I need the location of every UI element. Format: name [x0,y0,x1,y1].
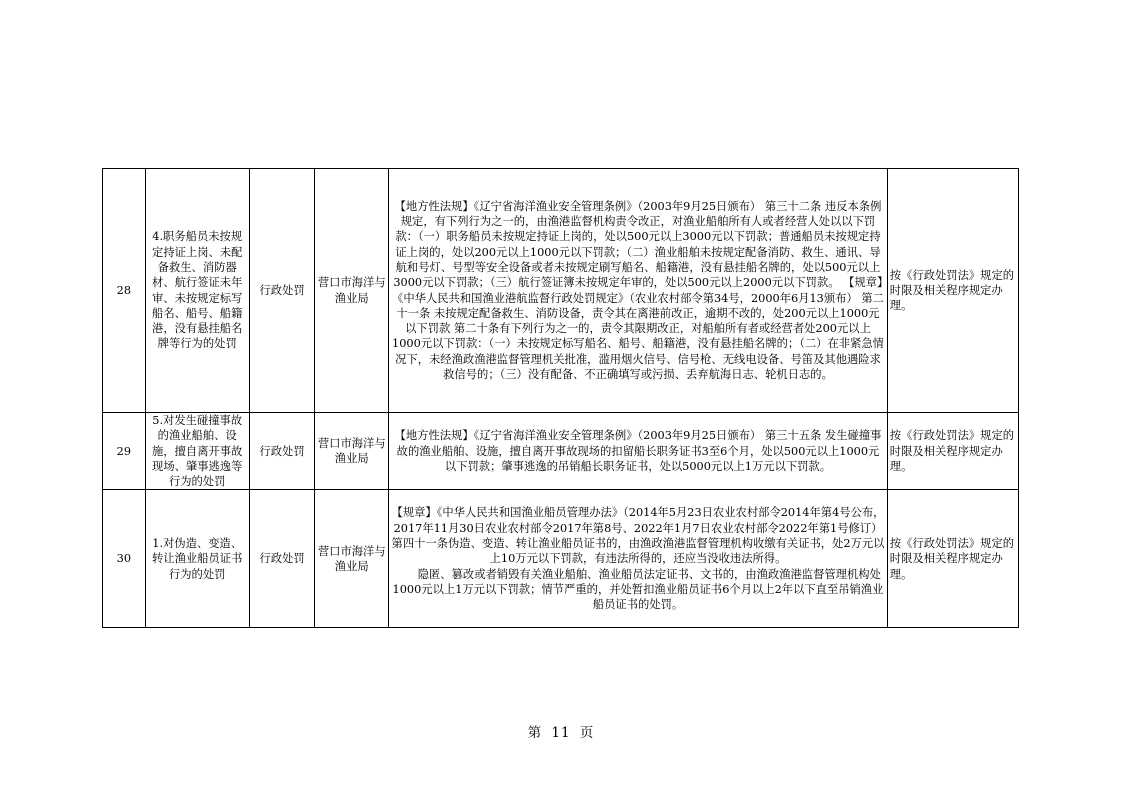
page-footer [0,721,1122,741]
penalty-item: 4.职务船员未按规定持证上岗、未配备救生、消防器材、航行签证未年审、未按规定标写船名、船号、船籍港，没有悬挂船名牌等行为的处罚 [145,169,249,413]
row-number: 29 [103,413,146,490]
legal-basis-paragraph: 【规章】《中华人民共和国渔业船员管理办法》（2014年5月23日农业农村部令2014年第4号公布，2017年11月30日农业农村部令2017年第8号、2022年1月7日农业农村部令2022年第1号修订） 第四十一条伪造、变造、转让渔业船员证书的，由渔政渔港监督管理机构收缴有关证书，处2万元以上10万元以下罚款，有违法所得的，还应当没收违法所得。 [391,506,885,566]
page-suffix: 页 [579,725,595,741]
row-number: 28 [103,169,146,413]
legal-basis: 【地方性法规】《辽宁省海洋渔业安全管理条例》（2003年9月25日颁布） 第三十五条 发生碰撞事故的渔业船舶、设施，擅自离开事故现场的扣留船长职务证书3至6个月，处以500元以上1000元以下罚款；肇事逃逸的吊销船长职务证书，处以5000元以上1万元以下罚款。 [389,413,888,490]
table-row [103,413,1019,490]
penalty-item: 5.对发生碰撞事故的渔业船舶、设施，擅自离开事故现场、肇事逃逸等行为的处罚 [145,413,249,490]
enforcement-agency: 营口市海洋与渔业局 [315,413,389,490]
page-prefix: 第 [527,725,543,741]
table-row [103,169,1019,413]
procedure: 按《行政处罚法》规定的时限及相关程序规定办理。 [887,169,1018,413]
legal-basis-paragraph: 隐匿、篡改或者销毁有关渔业船舶、渔业船员法定证书、文书的，由渔政渔港监督管理机构处1000元以上1万元以下罚款；情节严重的，并处暂扣渔业船员证书6个月以上2年以下直至吊销渔业船员证书的处罚。 [392,567,884,612]
power-category: 行政处罚 [249,169,315,413]
procedure: 按《行政处罚法》规定的时限及相关程序规定办理。 [887,490,1018,628]
legal-basis: 【地方性法规】《辽宁省海洋渔业安全管理条例》（2003年9月25日颁布） 第三十二条 违反本条例规定，有下列行为之一的，由渔港监督机构责令改正，对渔业船舶所有人或者经营人处以以下罚款：（一）职务船员未按规定持证上岗的，处以500元以上3000元以下罚款；普通船员未按规定持证上岗的，处以200元以上1000元以下罚款；（二）渔业船舶未按规定配备消防、救生、通讯、导航和号灯、号型等安全设备或者未按规定刷写船名、船籍港，没有悬挂船名牌的，处以500元以上3000元以下罚款；（三）航行签证簿未按规定年审的，处以500元以上2000元以下罚款。 【规章】《中华人民共和国渔业港航监督行政处罚规定》（农业农村部令第34号，2000年6月13颁布） 第二十一条 未按规定配备救生、消防设备，责令其在离港前改正，逾期不改的，处200元以上1000元以下罚款 第二十条有下列行为之一的，责令其限期改正，对船舶所有者或经营者处200元以上1000元以下罚款：（一）未按规定标写船名、船号、船籍港，没有悬挂船名牌的；（二）在非紧急情况下，未经渔政渔港监督管理机关批准，滥用烟火信号、信号枪、无线电设备、号笛及其他遇险求救信号的；（三）没有配备、不正确填写或污损、丢弃航海日志、轮机日志的。 [389,169,888,413]
power-category: 行政处罚 [249,413,315,490]
procedure: 按《行政处罚法》规定的时限及相关程序规定办理。 [887,413,1018,490]
penalty-item: 1.对伪造、变造、转让渔业船员证书行为的处罚 [145,490,249,628]
power-category: 行政处罚 [249,490,315,628]
penalty-table [102,168,1019,628]
legal-basis [389,490,888,628]
enforcement-agency: 营口市海洋与渔业局 [315,169,389,413]
table-row [103,490,1019,628]
page-number: 11 [551,725,571,741]
row-number: 30 [103,490,146,628]
enforcement-agency: 营口市海洋与渔业局 [315,490,389,628]
